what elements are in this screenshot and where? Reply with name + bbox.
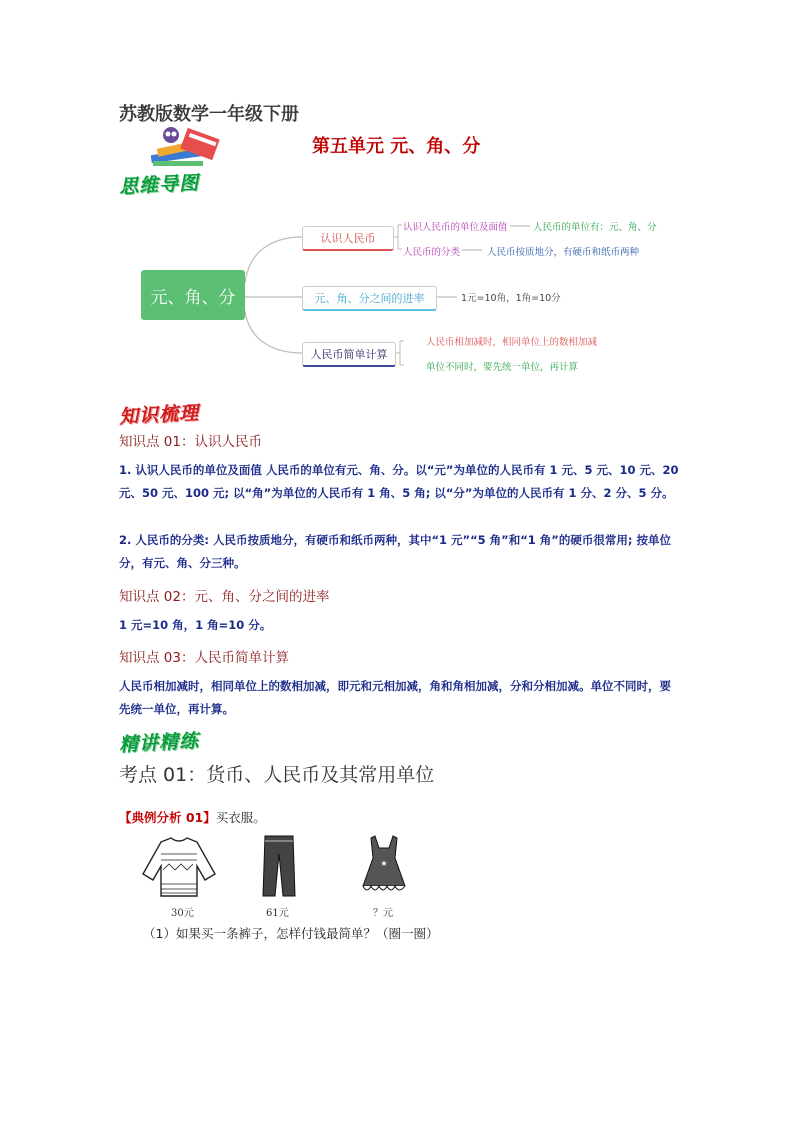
kaodian-heading [119,760,434,787]
knowledge-point-2-heading: 知识点 02：元、角、分之间的进率 [119,589,330,605]
mindmap-leaf-1-1: 认识人民币的单位及面值 [403,222,508,233]
mindmap-branch-2-label: 元、角、分之间的进率 [314,292,425,305]
example-text: 买衣服。 [215,810,266,825]
mindmap-leaf-2-1: 1元=10角，1角=10分 [461,293,561,304]
question-1: （1）如果买一条裤子，怎样付钱最简单？（圈一圈） [143,926,439,941]
mindmap-branch-3 [302,342,396,367]
sweater-illustration [139,834,219,904]
knowledge-point-3-heading: 知识点 03：人民币简单计算 [119,650,289,666]
mindmap-branch-2 [302,286,437,311]
clothing-panel [139,834,411,918]
pants-price: 61元 [266,908,289,919]
mindmap-center-label: 元、角、分 [150,287,236,308]
example-heading [119,808,266,826]
section-title-practice: 精讲精练 [118,729,200,757]
mindmap-leaf-3-1: 人民币相加减时，相同单位上的数相加减 [426,337,598,348]
mindmap-branch-3-label: 人民币简单计算 [310,348,388,361]
mindmap-branch-1 [302,226,394,251]
books-illustration [143,125,228,170]
mindmap-leaf-1-2: 人民币的分类 [403,247,461,258]
knowledge-point-2-para-1: 1 元=10 角，1 角=10 分。 [119,618,272,632]
unit-title: 第五单元 元、角、分 [312,136,481,157]
mind-map [130,205,690,380]
knowledge-point-1-para-2: 2. 人民币的分类: 人民币按质地分，有硬币和纸币两种，其中“1 元”“5 角”和“1 角”的硬币很常用; 按单位分，有元、角、分三种。 [119,533,671,570]
book-title: 苏教版数学一年级下册 [119,104,299,125]
mindmap-branch-1-label: 认识人民币 [320,232,376,245]
mindmap-center [141,270,245,320]
knowledge-point-1-heading: 知识点 01：认识人民币 [119,434,262,450]
section-title-mindmap: 思维导图 [118,171,200,199]
example-tag: 【典例分析 01】 [119,810,216,825]
kaodian-text: 货币、人民币及其常用单位 [206,764,435,786]
pants-illustration [259,834,299,900]
svg-text:★: ★ [380,859,388,868]
mindmap-leaf-1-2-detail: 人民币按质地分，有硬币和纸币两种 [487,247,640,258]
mindmap-leaf-1-1-detail: 人民币的单位有：元、角、分 [533,222,657,233]
dress-illustration [357,834,411,900]
mindmap-leaf-3-2: 单位不同时，要先统一单位，再计算 [426,362,579,373]
knowledge-point-3-para-1: 人民币相加减时，相同单位上的数相加减，即元和元相加减，角和角相加减，分和分相加减。单位不同时，要先统一单位，再计算。 [119,679,671,716]
kaodian-label: 考点 01： [119,764,207,786]
dress-price: ？元 [373,908,393,919]
knowledge-point-1-para-1: 1. 认识人民币的单位及面值 人民币的单位有元、角、分。以“元”为单位的人民币有 1 元、5 元、10 元、20 元、50 元、100 元; 以“角”为单位的人民币有 1 角、5 角; 以“分”为单位的人民币有 1 分、2 分、5 分。 [119,463,679,500]
section-title-knowledge: 知识梳理 [118,401,200,429]
sweater-price: 30元 [171,908,194,919]
